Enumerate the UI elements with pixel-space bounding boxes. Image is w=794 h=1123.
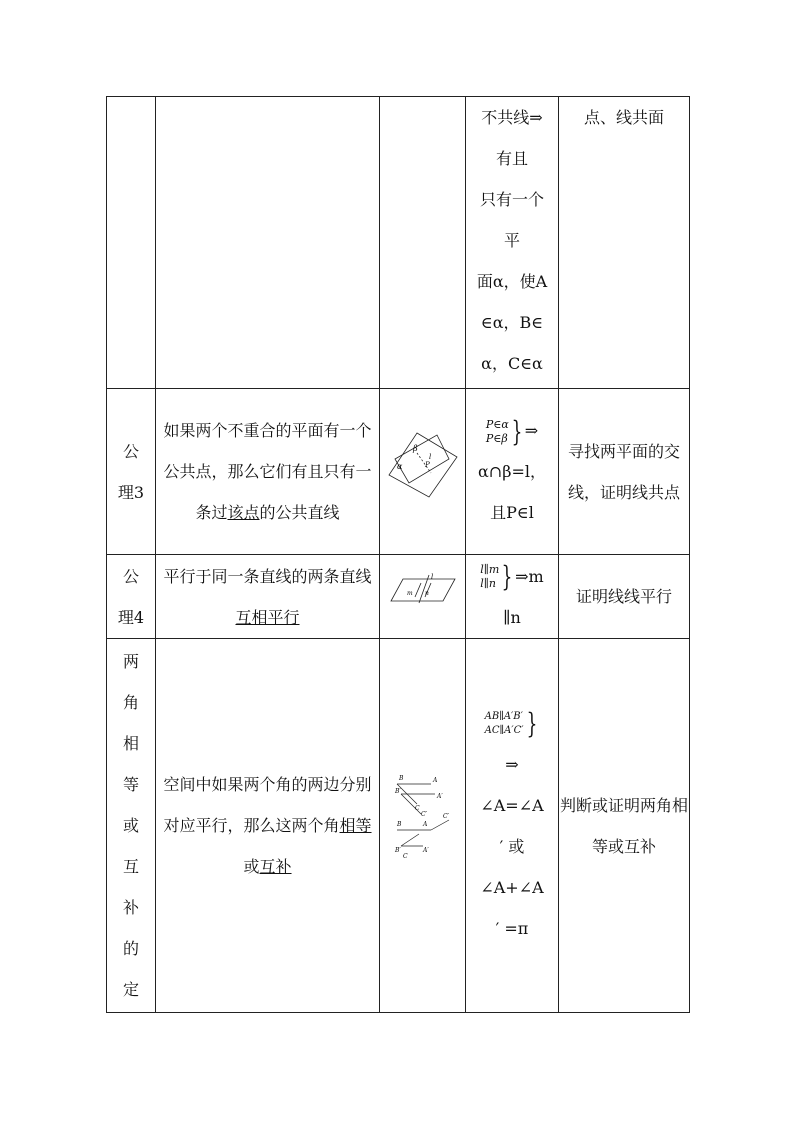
label-alpha: α	[396, 462, 402, 471]
condition-line: AB∥A′B′	[484, 711, 523, 722]
name-line: 的	[122, 939, 139, 958]
name-line: 相	[122, 734, 139, 753]
condition-system	[480, 560, 515, 593]
use-cell	[559, 639, 690, 1013]
label-a2: A	[422, 821, 427, 828]
name-line: 补	[122, 898, 139, 917]
label-b1p: B′	[394, 788, 401, 795]
condition-line: AC∥A′C′	[484, 725, 524, 736]
use-cell	[559, 97, 690, 389]
figure-cell	[380, 389, 466, 555]
label-b2: B	[396, 821, 401, 828]
use-cell	[559, 389, 690, 555]
name-cell	[107, 555, 156, 639]
content-text: 平行于同一条直线的两条直线	[163, 566, 372, 586]
name-line: 互	[122, 857, 139, 876]
label-beta: β	[412, 444, 418, 453]
name-line: 角	[122, 693, 139, 712]
name-line: 两	[122, 652, 139, 671]
underlined-term: 互补	[259, 857, 292, 876]
expr-line: ∠A+∠A	[480, 877, 544, 897]
use-text: 点、线共面	[583, 108, 664, 127]
content-text: 空间中如果两个角的两边分别对应平行，那么这两个角	[163, 775, 372, 835]
condition-line: P∈α	[485, 417, 509, 431]
table-row	[107, 555, 690, 639]
figure-cell	[380, 639, 466, 1013]
name-line: 理3	[117, 482, 145, 502]
content-cell	[156, 555, 380, 639]
underlined-term: 互相平行	[235, 607, 300, 627]
condition-line: l∥m	[480, 563, 500, 576]
label-n: n	[424, 590, 429, 597]
label-p: P	[424, 461, 430, 469]
label-c2: C	[402, 853, 408, 860]
use-text: 寻找两平面的交线，证明线共点	[567, 441, 680, 502]
name-line: 公	[122, 566, 139, 586]
expr-line: 有且	[495, 149, 528, 168]
use-cell	[559, 555, 690, 639]
expression-cell	[466, 97, 559, 389]
underlined-term: 该点	[227, 503, 260, 522]
parallel-angles-figure	[393, 772, 453, 864]
condition-line: P∈β	[485, 431, 508, 445]
content-cell-empty	[156, 97, 380, 389]
brace-icon: }	[526, 707, 537, 740]
label-a2p: A′	[422, 847, 429, 854]
label-m: m	[406, 590, 413, 597]
expr-line: ∥n	[503, 607, 521, 627]
expr-line: ⇒	[505, 754, 519, 774]
expr-line: ∠A=∠A	[480, 795, 544, 815]
label-b2p: B′	[394, 847, 401, 854]
table-row	[107, 97, 690, 389]
content-text: 或	[243, 857, 260, 876]
brace-icon: }	[511, 414, 523, 448]
condition-line: l∥n	[480, 577, 496, 590]
expression-cell	[466, 639, 559, 1013]
underlined-term: 相等	[339, 816, 372, 835]
expr-line: α∩β=l，	[478, 462, 546, 481]
arrow: ⇒	[524, 421, 539, 440]
label-a1p: A′	[436, 793, 443, 800]
name-line: 定	[122, 980, 139, 999]
parallel-lines-figure	[387, 571, 459, 607]
label-l: l	[428, 453, 431, 461]
content-cell	[156, 389, 380, 555]
name-cell-empty	[107, 97, 156, 389]
use-text: 判断或证明两角相等或互补	[559, 795, 688, 856]
use-text: 证明线线平行	[575, 587, 672, 606]
expr-line: ′ =π	[495, 918, 529, 938]
label-c2p: C′	[442, 813, 449, 820]
label-a1: A	[432, 777, 437, 784]
expr-line: ′ 或	[499, 836, 525, 856]
expr-line: 面α，使A	[476, 272, 548, 291]
figure-cell	[380, 555, 466, 639]
label-l: l	[430, 573, 433, 581]
expr-line: ∈α，B∈	[480, 313, 544, 332]
theorem-table	[106, 96, 690, 1013]
name-line: 或	[122, 816, 139, 835]
name-cell	[107, 639, 156, 1013]
condition-system	[484, 707, 540, 740]
expr-line: 只有一个	[479, 190, 544, 209]
expr-line: α，C∈α	[481, 354, 543, 373]
expr-line: 平	[503, 231, 520, 250]
name-line: 理4	[117, 607, 145, 627]
intersecting-planes-figure	[387, 429, 459, 499]
content-text: 如果两个不重合的平面有一个公共点，那么它们有且只有一条过	[163, 421, 372, 522]
brace-icon: }	[501, 560, 513, 593]
figure-cell-empty	[380, 97, 466, 389]
content-cell	[156, 639, 380, 1013]
expression-cell	[466, 389, 559, 555]
expression-cell	[466, 555, 559, 639]
label-c1p: C′	[420, 811, 427, 818]
arrow: ⇒m	[515, 566, 544, 586]
label-c1: C	[414, 805, 420, 812]
expr-line: 且P∈l	[490, 503, 534, 522]
condition-system	[485, 414, 525, 448]
expr-line: 不共线⇒	[481, 108, 543, 127]
table-row	[107, 639, 690, 1013]
name-line: 等	[122, 775, 139, 794]
content-text: 的公共直线	[259, 503, 340, 522]
name-line: 公	[122, 441, 139, 461]
label-b1: B	[398, 775, 403, 782]
table-row	[107, 389, 690, 555]
name-cell	[107, 389, 156, 555]
